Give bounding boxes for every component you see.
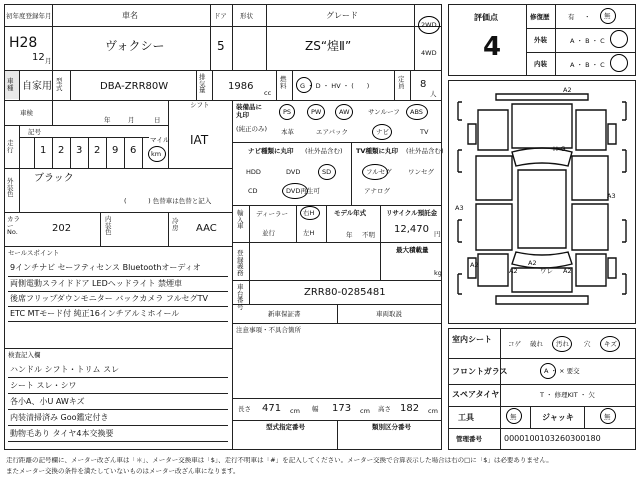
- height-label: 高さ: [378, 405, 391, 413]
- spare-label: スペアタイヤ: [452, 390, 500, 399]
- sales-line-1: 9インチナビ セーフティセンス Bluetoothオーディオ: [10, 263, 201, 272]
- equipment-item: TV: [420, 128, 429, 136]
- displacement-label: 排気量: [199, 73, 206, 94]
- displacement-value: 1986: [228, 81, 254, 92]
- fuel-options: G ・ D ・ HV ・ ( ): [300, 82, 370, 90]
- import-parallel: 並行: [262, 229, 275, 237]
- exterior-label: 外装: [534, 36, 547, 44]
- shift-value: IAT: [190, 133, 209, 147]
- width-value: 173: [332, 403, 352, 414]
- spare-options: T ・ 修理KIT ・ 欠: [540, 391, 595, 399]
- mgmt-label: 管理番号: [456, 435, 482, 443]
- model-label: 型式: [56, 77, 63, 92]
- color-code-label: カラー No.: [7, 215, 20, 236]
- glass-options: A ・ × 要交: [544, 367, 580, 375]
- inspection-year-unit: 年: [104, 116, 111, 124]
- registration-label: 登録義務: [237, 249, 244, 277]
- equipment-item: AW: [339, 108, 350, 116]
- tv-item: アナログ: [364, 187, 390, 195]
- repair-yes: 有: [568, 13, 575, 21]
- recycle-value: 12,470: [394, 224, 429, 235]
- equipment-item: サンルーフ: [368, 108, 400, 116]
- mileage-digit: 6: [130, 145, 137, 156]
- car-name: ヴォクシー: [105, 39, 165, 53]
- seat-label: 室内シート: [452, 335, 492, 344]
- class-label: 類別区分番号: [372, 423, 411, 431]
- diag-label-2: A3: [607, 192, 616, 200]
- length-unit: cm: [290, 407, 300, 415]
- equipment-sublabel: (純正のみ): [236, 125, 268, 133]
- capacity-value: 8: [420, 79, 427, 90]
- footer-line-2: またメーター交換の条件を満たしていないものはメーター改ざん車になります。: [6, 467, 240, 475]
- equipment-item: エアバック: [316, 128, 348, 136]
- doors-label: ドア: [214, 12, 227, 20]
- color-note: ( ) 色替車は色替と記入: [124, 197, 212, 205]
- import-dealer: ディーラー: [256, 210, 288, 218]
- tv-label: TV種類に丸印: [356, 147, 398, 155]
- fuel-label: 燃料: [280, 75, 287, 90]
- type-label: 型式指定番号: [266, 423, 305, 431]
- inspector-line: 内装清掃済み Goo鑑定付き: [10, 413, 109, 422]
- score-label: 評価点: [474, 13, 498, 22]
- navi-item: CD: [248, 187, 258, 195]
- repair-label: 修復歴: [530, 13, 550, 21]
- cc-unit: cc: [264, 89, 272, 97]
- navi-item: HDD: [246, 168, 261, 176]
- max-load-unit: kg: [434, 269, 442, 277]
- seat-item: 穴: [584, 340, 591, 348]
- length-value: 471: [262, 403, 282, 414]
- interior-abc: A ・ B ・ C: [570, 61, 605, 69]
- model-year-value: 不明: [362, 231, 375, 239]
- recycle-yen: 円: [434, 230, 441, 238]
- footer-line-1: 走行距離の記号欄に、メーター改ざん車は「＊」、メーター交換車は「$」、走行不明車は「#」を記入してください。メーター交換で合算表示した場合は右の□に「$」は必要ありません。: [6, 457, 553, 464]
- mgmt-value: 0000100103260300180: [504, 434, 601, 443]
- handle-right: 右H: [303, 209, 315, 217]
- reg-month-unit: 月: [45, 57, 52, 65]
- length-label: 長さ: [238, 405, 251, 413]
- interior-color-label: 内装色: [105, 215, 112, 236]
- equipment-item: ナビ: [376, 128, 389, 136]
- mileage-digit: 3: [76, 145, 83, 156]
- chassis-value: ZRR80-0285481: [304, 287, 386, 298]
- color-code-value: 202: [52, 223, 72, 234]
- warranty-label: 新車保証書: [268, 310, 301, 318]
- diag-label-3: A2: [509, 267, 518, 275]
- handle-left: 左H: [303, 229, 315, 237]
- diag-label-7: A3: [455, 204, 464, 212]
- navi-item: DVD再生可: [286, 187, 320, 195]
- drive-4wd: 4WD: [421, 49, 437, 57]
- seat-item: 汚れ: [556, 340, 569, 348]
- shape-label: 形状: [240, 12, 253, 20]
- ac-label: 冷房: [172, 217, 179, 232]
- tools-label: 工具: [458, 413, 474, 422]
- seat-item: キズ: [604, 340, 617, 348]
- interior-label: 内装: [534, 60, 547, 68]
- tools-value: 無: [510, 413, 517, 421]
- repair-dot: ・: [584, 13, 591, 21]
- score-value: 4: [483, 32, 502, 62]
- plate-label: 車種: [7, 77, 14, 92]
- tv-item: フルセグ: [366, 168, 392, 176]
- model-year-unit: 年: [346, 231, 353, 239]
- mileage-digit: 2: [94, 145, 101, 156]
- seat-item: 破れ: [530, 340, 543, 348]
- notes-label: 注意事項・不具合箇所: [236, 326, 301, 334]
- jack-value: 無: [604, 413, 611, 421]
- max-load-label: 最大積載量: [396, 246, 429, 254]
- reg-year: H28: [9, 35, 38, 51]
- diag-label-6: A2: [563, 267, 572, 275]
- car-name-label: 車名: [122, 11, 138, 20]
- height-value: 182: [400, 403, 420, 414]
- grade-value: ZS“煌Ⅱ”: [305, 39, 352, 53]
- mileage-digit: 1: [40, 145, 47, 156]
- recycle-label: リサイクル預託金: [386, 209, 438, 217]
- doors-value: 5: [217, 39, 225, 53]
- inspection-day-unit: 日: [154, 116, 161, 124]
- tv-sub: (社外品含む): [406, 147, 444, 155]
- manual-label: 車両取説: [376, 310, 402, 318]
- inspection-month-unit: 月: [128, 116, 135, 124]
- import-label: 輸入車: [237, 209, 244, 230]
- mileage-digit: 2: [58, 145, 65, 156]
- sales-line-3: 後席フリップダウンモニター バックカメラ フルセグTV: [10, 294, 208, 303]
- width-unit: cm: [360, 407, 370, 415]
- chassis-label: 車台番号: [237, 283, 244, 311]
- equipment-label: 装備品に丸印: [236, 103, 262, 119]
- inspector-line: 各小A、小U AWキズ: [10, 397, 85, 406]
- navi-item: DVD: [286, 168, 301, 176]
- equipment-item: PS: [283, 108, 292, 116]
- inspector-line: シート スレ・シワ: [10, 381, 77, 390]
- equipment-item: 本革: [281, 128, 294, 136]
- diag-label-8: A2: [470, 261, 479, 269]
- equipment-item: ABS: [410, 108, 423, 116]
- sales-line-4: ETC MTモード付 純正16インチアルミホイール: [10, 309, 180, 318]
- mileage-label: 走行: [7, 139, 14, 154]
- navi-sub: (社外品含む): [305, 147, 343, 155]
- color-label: 外装色: [7, 177, 14, 198]
- interior-circle: [610, 54, 628, 72]
- exterior-abc: A ・ B ・ C: [570, 37, 605, 45]
- sales-points-label: セールスポイント: [8, 249, 60, 257]
- model-value: DBA-ZRR80W: [100, 81, 169, 92]
- reg-date-label: 初年度登録年月: [6, 12, 52, 20]
- navi-item: SD: [322, 168, 332, 176]
- width-label: 幅: [312, 405, 319, 413]
- inspector-line: 動物毛あり タイヤ4本交換要: [10, 429, 114, 438]
- repair-no: 無: [604, 12, 611, 20]
- capacity-label: 定員: [398, 75, 405, 90]
- inspector-label: 検査記入欄: [8, 351, 41, 359]
- navi-label: ナビ種類に丸印: [248, 147, 294, 155]
- height-unit: cm: [428, 407, 438, 415]
- equipment-item: PW: [311, 108, 322, 116]
- exterior-circle: [610, 30, 628, 48]
- capacity-unit: 人: [430, 90, 437, 98]
- car-outline-icon: [448, 80, 636, 324]
- mileage-digit: 9: [112, 145, 119, 156]
- shift-label: シフト: [190, 101, 210, 109]
- color-value: ブラック: [34, 173, 74, 184]
- model-year-label: モデル年式: [334, 209, 367, 217]
- diag-label-4: A2: [528, 259, 537, 267]
- sales-line-2: 両側電動スライドドア LEDヘッドライト 禁煙車: [10, 279, 183, 288]
- mileage-unit-km: km: [151, 150, 162, 158]
- plate-value: 自家用: [22, 81, 52, 92]
- mileage-digits-label: 記号: [28, 128, 41, 136]
- tv-item: ワンセグ: [408, 168, 434, 176]
- ac-value: AAC: [196, 223, 217, 234]
- glass-label: フロントガラス: [452, 367, 508, 376]
- drive-2wd: 2WD: [421, 21, 437, 29]
- diag-label-5: ワレ: [540, 267, 553, 275]
- inspection-label: 車検: [20, 109, 33, 117]
- reg-month: 12: [32, 52, 45, 63]
- diag-label-9: H-G: [553, 145, 566, 153]
- inspector-line: ハンドル シフト・トリム スレ: [10, 365, 120, 374]
- diag-label-1: A2: [563, 86, 572, 94]
- grade-label: グレード: [326, 11, 358, 20]
- mileage-unit-mile: マイル: [150, 136, 170, 144]
- jack-label: ジャッキ: [542, 413, 574, 422]
- seat-item: コゲ: [508, 340, 521, 348]
